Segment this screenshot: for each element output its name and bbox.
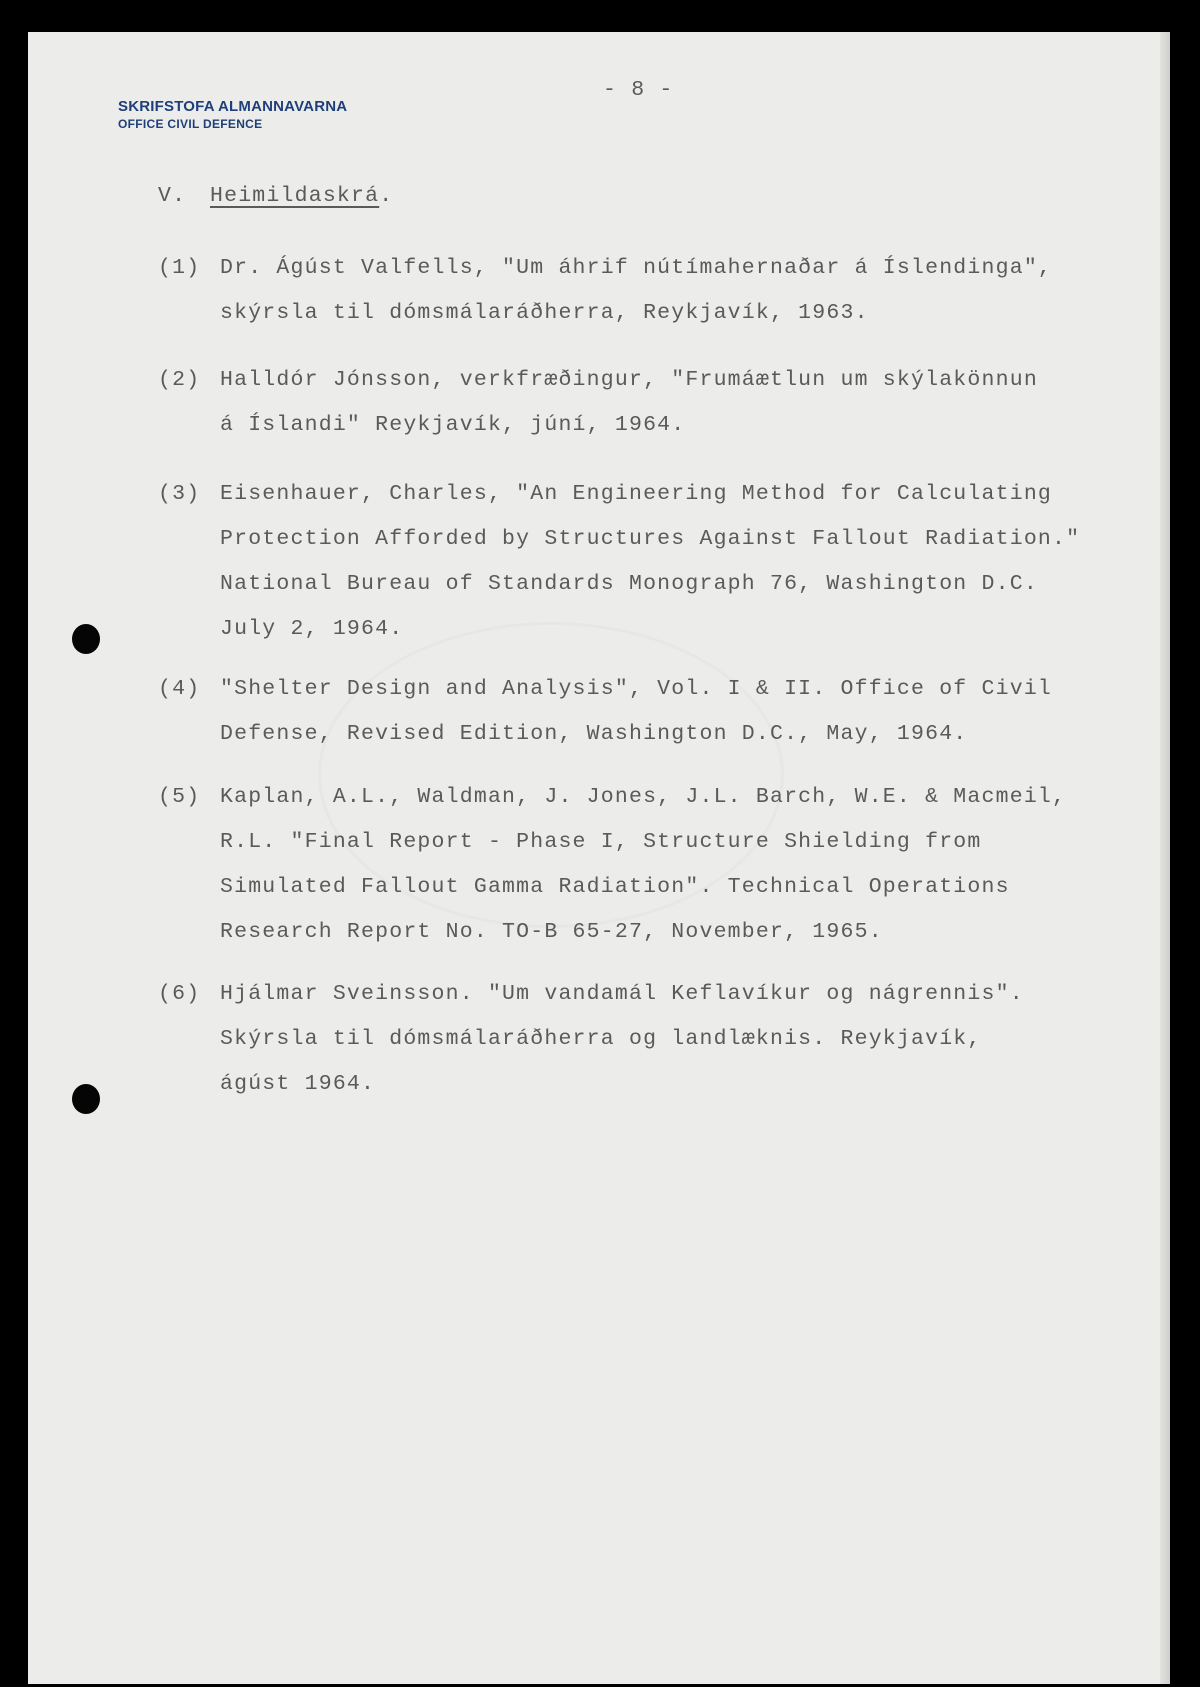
section-title: Heimildaskrá (210, 184, 380, 208)
reference-line: Simulated Fallout Gamma Radiation". Technical Operations (220, 875, 1010, 899)
reference-number: (1) (158, 256, 201, 280)
reference-line: Research Report No. TO-B 65-27, November, 1965. (220, 920, 883, 944)
reference-line: Halldór Jónsson, verkfræðingur, "Frumáætlun um skýlakönnun (220, 368, 1038, 392)
reference-line: July 2, 1964. (220, 617, 404, 641)
reference-line: skýrsla til dómsmálaráðherra, Reykjavík, 1963. (220, 301, 869, 325)
section-title-period: . (379, 184, 394, 208)
reference-line: Skýrsla til dómsmálaráðherra og landlæknis. Reykjavík, (220, 1027, 982, 1051)
reference-number: (5) (158, 785, 201, 809)
punch-hole (72, 1084, 100, 1114)
reference-line: Kaplan, A.L., Waldman, J. Jones, J.L. Barch, W.E. & Macmeil, (220, 785, 1067, 809)
letterhead-org-icelandic: SKRIFSTOFA ALMANNAVARNA (118, 98, 348, 115)
reference-line: National Bureau of Standards Monograph 76, Washington D.C. (220, 572, 1038, 596)
reference-line: Hjálmar Sveinsson. "Um vandamál Keflavíkur og nágrennis". (220, 982, 1024, 1006)
document-page (28, 32, 1170, 1684)
punch-hole (72, 624, 100, 654)
reference-number: (6) (158, 982, 201, 1006)
page-number: - 8 - (603, 78, 674, 102)
section-heading (158, 184, 393, 208)
reference-line: Defense, Revised Edition, Washington D.C., May, 1964. (220, 722, 968, 746)
reference-number: (2) (158, 368, 201, 392)
reference-number: (4) (158, 677, 201, 701)
reference-number: (3) (158, 482, 201, 506)
reference-line: Eisenhauer, Charles, "An Engineering Method for Calculating (220, 482, 1053, 506)
page-edge (1160, 32, 1170, 1684)
reference-line: "Shelter Design and Analysis", Vol. I & II. Office of Civil (220, 677, 1053, 701)
reference-line: Protection Afforded by Structures Against Fallout Radiation." (220, 527, 1081, 551)
reference-line: á Íslandi" Reykjavík, júní, 1964. (220, 413, 686, 437)
letterhead (118, 98, 347, 132)
letterhead-org-english: OFFICE CIVIL DEFENCE (118, 117, 263, 131)
reference-line: R.L. "Final Report - Phase I, Structure Shielding from (220, 830, 982, 854)
reference-line: Dr. Ágúst Valfells, "Um áhrif nútímahernaðar á Íslendinga", (220, 256, 1053, 280)
section-number: V. (158, 184, 187, 208)
reference-line: ágúst 1964. (220, 1072, 376, 1096)
